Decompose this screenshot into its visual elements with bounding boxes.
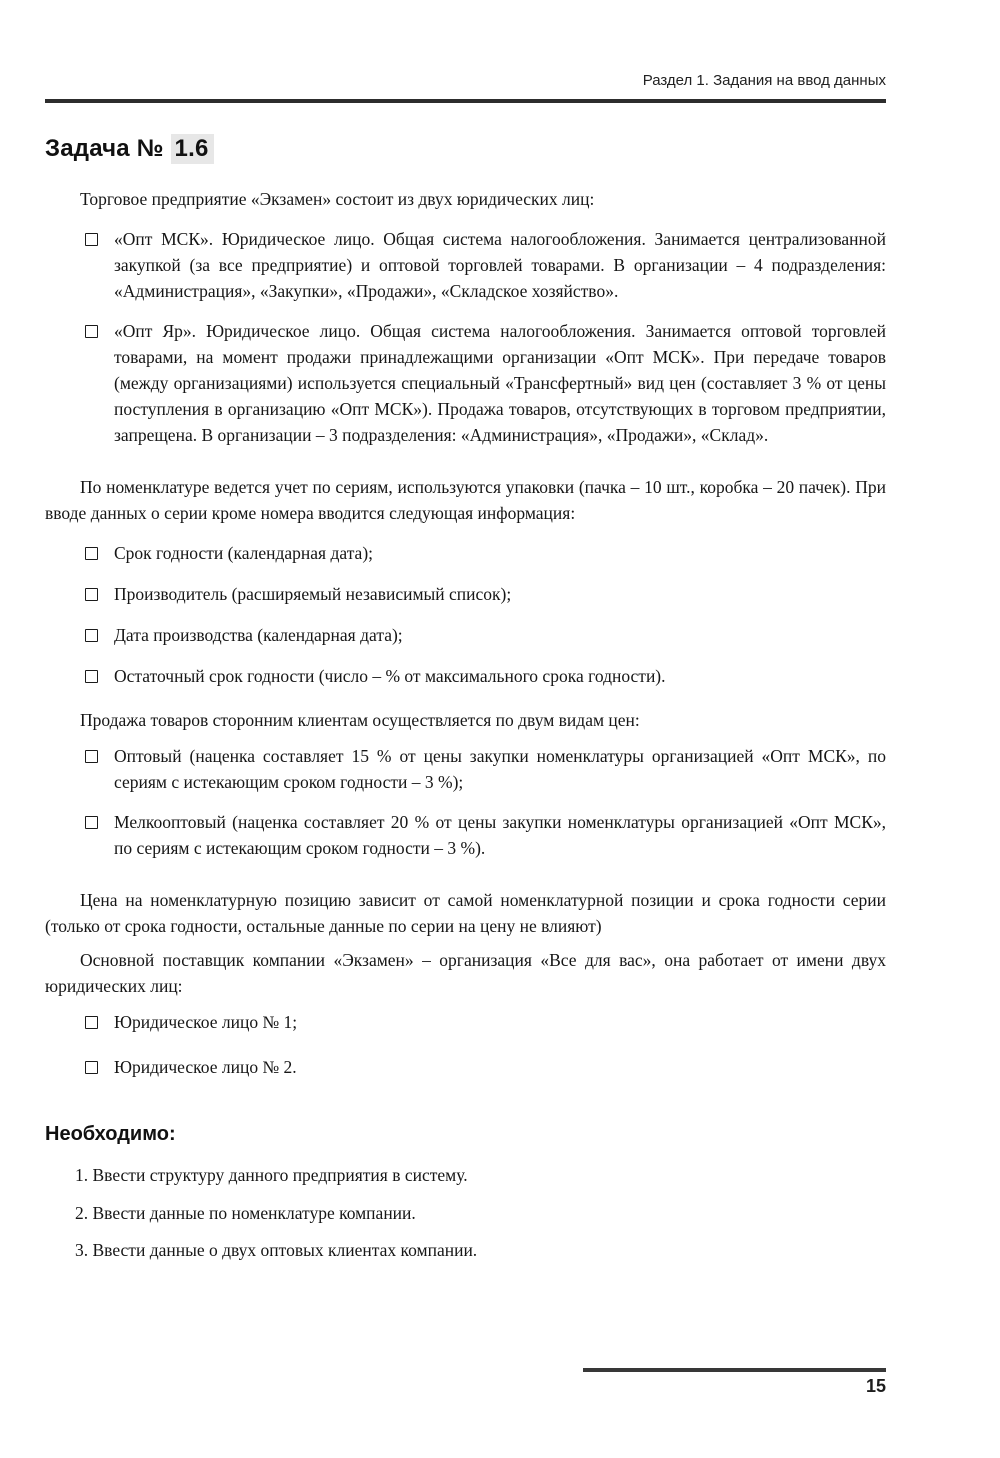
intro-paragraph: Торговое предприятие «Экзамен» состоит из двух юридических лиц: — [80, 189, 595, 209]
required-heading: Необходимо: — [45, 1123, 176, 1145]
price-intro-paragraph: Продажа товаров сторонним клиентам осуществляется по двум видам цен: — [80, 710, 640, 730]
list-item — [45, 318, 886, 448]
list-item — [45, 743, 886, 795]
task-item: 2. Ввести данные по номенклатуре компании. — [75, 1203, 416, 1223]
square-bullet-icon — [85, 325, 98, 338]
square-bullet-icon — [85, 1016, 98, 1029]
square-bullet-icon — [85, 670, 98, 683]
price-note-paragraph: Цена на номенклатурную позицию зависит от самой номенклатурной позиции и срока годности серии (только от срока годности, остальные данные по серии на цену не влияют) — [45, 890, 886, 936]
list-item — [45, 581, 886, 607]
supplier-entities-list — [45, 1009, 886, 1080]
square-bullet-icon — [85, 588, 98, 601]
page-title-number-highlight: 1.6 — [171, 134, 214, 164]
list-item-text: «Опт Яр». Юридическое лицо. Общая система налогообложения. Занимается оптовой торговлей товарами, на момент продажи принадлежащими организации «Опт МСК». При передаче товаров (между организациями) используется специальный «Трансфертный» вид цен (составляет 3 % от цены поступления в организацию «Опт МСК»). Продажа товаров, отсутствующих в торговом предприятии, запрещена. В организации – 3 подразделения: «Администрация», «Продажи», «Склад». — [114, 321, 886, 445]
running-header: Раздел 1. Задания на ввод данных — [642, 72, 886, 89]
square-bullet-icon — [85, 547, 98, 560]
list-item-text: Юридическое лицо № 1; — [114, 1012, 298, 1032]
list-item — [45, 540, 886, 566]
list-item-text: Производитель (расширяемый независимый список); — [114, 584, 512, 604]
list-item — [45, 1009, 886, 1035]
page-title-prefix: Задача № — [45, 135, 171, 162]
supplier-paragraph: Основной поставщик компании «Экзамен» – организация «Все для вас», она работает от имени двух юридических лиц: — [45, 950, 886, 996]
legal-entities-list — [45, 226, 886, 448]
square-bullet-icon — [85, 750, 98, 763]
list-item-text: Срок годности (календарная дата); — [114, 543, 374, 563]
task-item: 1. Ввести структуру данного предприятия в систему. — [75, 1165, 468, 1185]
list-item — [45, 809, 886, 861]
nomenclature-paragraph: По номенклатуре ведется учет по сериям, используются упаковки (пачка – 10 шт., коробка – 20 пачек). При вводе данных о серии кроме номера вводится следующая информация: — [45, 477, 886, 523]
page-number: 15 — [865, 1376, 886, 1396]
price-types-list — [45, 743, 886, 861]
square-bullet-icon — [85, 233, 98, 246]
square-bullet-icon — [85, 629, 98, 642]
task-item: 3. Ввести данные о двух оптовых клиентах компании. — [75, 1240, 478, 1260]
list-item-text: Оптовый (наценка составляет 15 % от цены закупки номенклатуры организацией «Опт МСК», по сериям с истекающим сроком годности – 3 %); — [114, 746, 886, 792]
list-item — [45, 622, 886, 648]
list-item — [45, 1054, 886, 1080]
footer-rule — [583, 1368, 886, 1372]
list-item — [45, 663, 886, 689]
tasks-list — [45, 1162, 886, 1263]
list-item-text: «Опт МСК». Юридическое лицо. Общая система налогообложения. Занимается централизованной закупкой (за все предприятие) и оптовой торговлей товарами. В организации – 4 подразделения: «Администрация», «Закупки», «Продажи», «Складское хозяйство». — [114, 229, 886, 301]
header-rule — [45, 99, 886, 103]
list-item-text: Остаточный срок годности (число – % от максимального срока годности). — [114, 666, 666, 686]
list-item-text: Мелкооптовый (наценка составляет 20 % от цены закупки номенклатуры организацией «Опт МСК», по сериям с истекающим сроком годности – 3 %). — [114, 812, 886, 858]
list-item-text: Дата производства (календарная дата); — [114, 625, 403, 645]
series-fields-list — [45, 540, 886, 689]
square-bullet-icon — [85, 816, 98, 829]
page-title — [45, 135, 886, 162]
list-item — [45, 226, 886, 304]
list-item-text: Юридическое лицо № 2. — [114, 1057, 297, 1077]
square-bullet-icon — [85, 1061, 98, 1074]
